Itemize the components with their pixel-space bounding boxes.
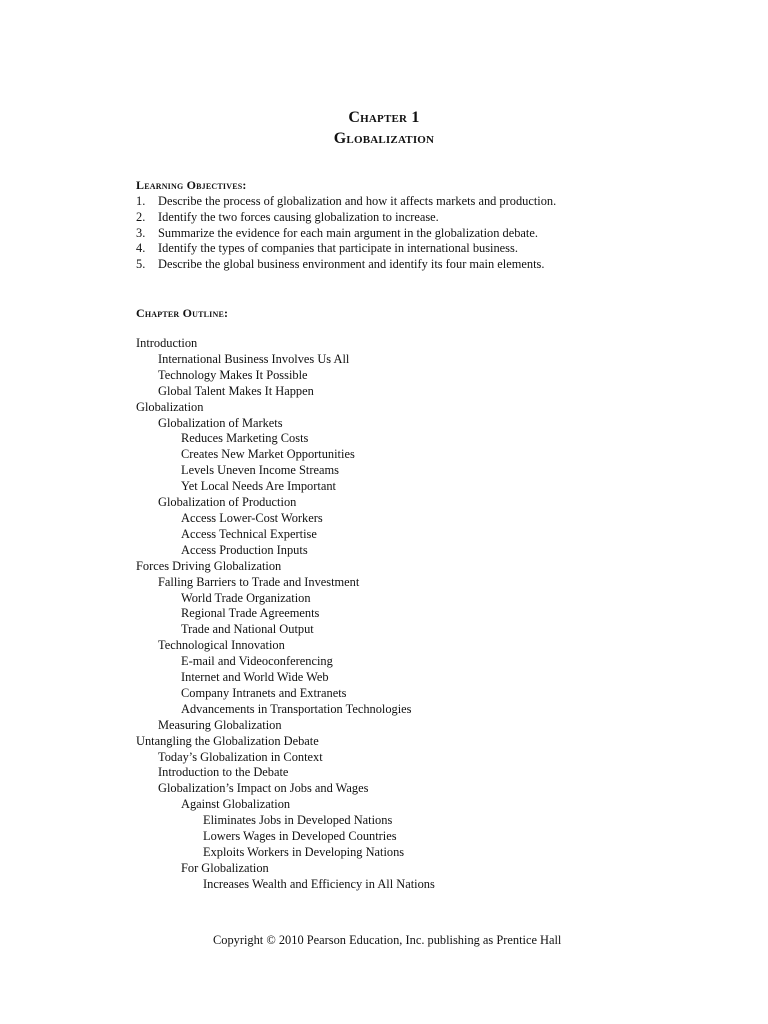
outline-item: Measuring Globalization	[158, 717, 282, 732]
outline-item: Company Intranets and Extranets	[181, 685, 347, 700]
chapter-outline-heading: Chapter Outline:	[136, 306, 229, 320]
outline-item: Globalization’s Impact on Jobs and Wages	[158, 781, 369, 796]
outline-item: Introduction	[136, 336, 198, 350]
outline-item: Yet Local Needs Are Important	[181, 479, 336, 494]
outline-item: Advancements in Transportation Technologies	[181, 701, 412, 716]
outline-item: Exploits Workers in Developing Nations	[203, 845, 405, 859]
outline-item: Regional Trade Agreements	[181, 606, 320, 621]
chapter-title-block	[0, 107, 768, 149]
objective-text: Identify the two forces causing globalization to increase.	[158, 209, 439, 224]
outline-item: For Globalization	[181, 860, 269, 875]
outline-item: Against Globalization	[181, 797, 291, 812]
outline-item: Trade and National Output	[181, 622, 314, 637]
objective-text: Identify the types of companies that participate in international business.	[158, 241, 518, 256]
learning-objectives-heading: Learning Objectives:	[136, 178, 247, 192]
outline-item: Untangling the Globalization Debate	[136, 733, 319, 748]
outline-item: Reduces Marketing Costs	[181, 431, 309, 446]
outline-item: Levels Uneven Income Streams	[181, 463, 339, 478]
outline-item: Creates New Market Opportunities	[181, 447, 355, 462]
chapter-title: Globalization	[333, 130, 435, 147]
objective-number: 1.	[136, 194, 146, 208]
outline-item: Access Lower-Cost Workers	[181, 510, 323, 525]
objective-text: Describe the global business environment and identify its four main elements.	[158, 257, 545, 272]
outline-item: Today’s Globalization in Context	[158, 749, 323, 764]
outline-item: Falling Barriers to Trade and Investment	[158, 574, 360, 589]
outline-item: Lowers Wages in Developed Countries	[203, 829, 397, 844]
learning-objective-item	[136, 241, 556, 257]
learning-objective-item	[136, 226, 556, 242]
outline-item: Globalization of Production	[158, 495, 297, 510]
learning-objective-item	[136, 257, 556, 273]
outline-item: Internet and World Wide Web	[181, 670, 329, 685]
outline-item: Forces Driving Globalization	[136, 558, 282, 573]
objective-text: Describe the process of globalization and how it affects markets and production.	[158, 194, 557, 208]
outline-item: Increases Wealth and Efficiency in All Nations	[203, 876, 435, 891]
outline-item: Global Talent Makes It Happen	[158, 383, 314, 398]
outline-item: Technology Makes It Possible	[158, 367, 308, 382]
objective-number: 2.	[136, 209, 146, 224]
objective-number: 3.	[136, 225, 146, 240]
objective-number: 5.	[136, 257, 146, 272]
outline-item: Globalization	[136, 399, 204, 414]
chapter-outline-list	[136, 336, 435, 893]
outline-item: International Business Involves Us All	[158, 351, 350, 366]
outline-item: Access Technical Expertise	[181, 526, 317, 541]
outline-item: Technological Innovation	[158, 638, 285, 653]
copyright-footer: Copyright © 2010 Pearson Education, Inc. publishing as Prentice Hall	[213, 933, 562, 947]
outline-item: E-mail and Videoconferencing	[181, 654, 333, 669]
outline-item: Eliminates Jobs in Developed Nations	[203, 813, 393, 828]
outline-item: World Trade Organization	[181, 590, 311, 605]
objective-text: Summarize the evidence for each main argument in the globalization debate.	[158, 225, 538, 240]
objective-number: 4.	[136, 241, 146, 256]
outline-item: Globalization of Markets	[158, 415, 283, 430]
learning-objectives-list	[136, 194, 556, 273]
learning-objective-item	[136, 194, 556, 210]
outline-item: Access Production Inputs	[181, 542, 308, 557]
learning-objective-item	[136, 210, 556, 226]
outline-item: Introduction to the Debate	[158, 765, 289, 780]
chapter-number: Chapter 1	[348, 109, 420, 126]
